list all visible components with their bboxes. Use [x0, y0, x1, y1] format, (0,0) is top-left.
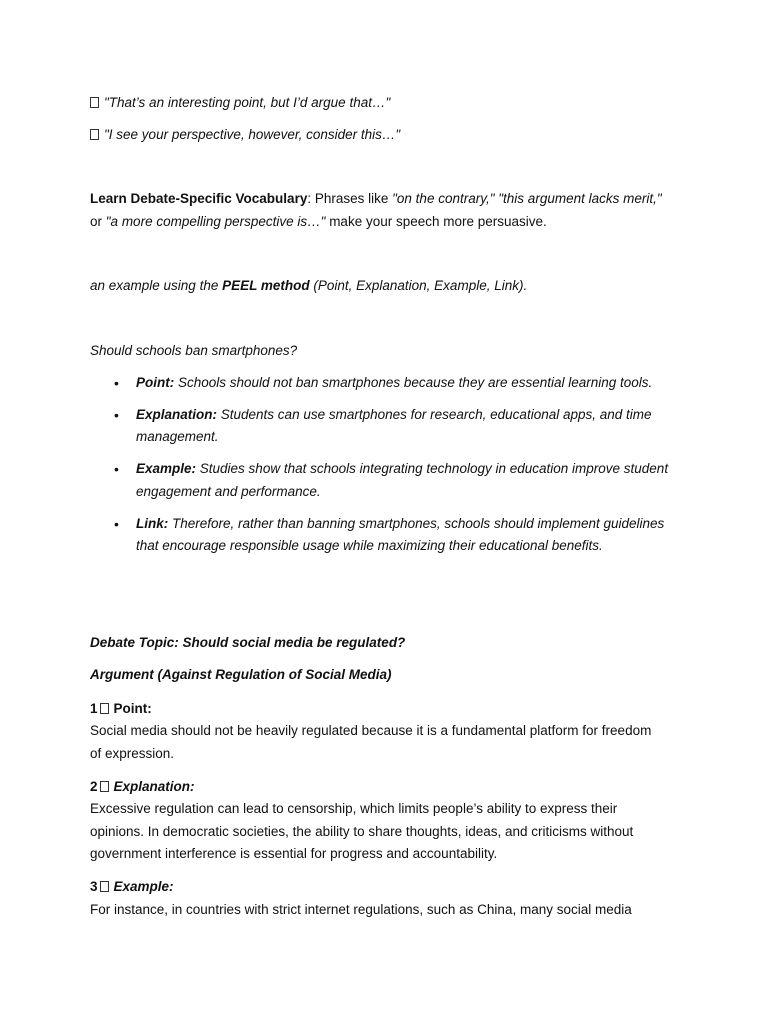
argument-heading: Argument (Against Regulation of Social Media)	[90, 667, 392, 682]
explanation-text-1: Excessive regulation can lead to censorship, which limits people’s ability to express their	[90, 801, 618, 816]
bullet-explanation: Explanation: Students can use smartphones for research, educational apps, and time	[136, 407, 652, 422]
bullet-link-cont: that encourage responsible usage while maximizing their educational benefits.	[136, 538, 603, 553]
point-text-1: Social media should not be heavily regulated because it is a fundamental platform for freedom	[90, 723, 652, 738]
explanation-text-2: opinions. In democratic societies, the ability to share thoughts, ideas, and criticisms without	[90, 824, 634, 839]
question: Should schools ban smartphones?	[90, 343, 298, 358]
bullet-dot: •	[114, 375, 119, 391]
bullet-dot: •	[114, 516, 119, 532]
explanation-heading: 2 Explanation:	[90, 779, 195, 794]
bullet-link: Link: Therefore, rather than banning smartphones, schools should implement guidelines	[136, 516, 665, 531]
vocab-paragraph-line-1: Learn Debate-Specific Vocabulary: Phrases like "on the contrary," "this argument lacks merit,"	[90, 191, 662, 206]
point-heading: 1 Point:	[90, 701, 152, 716]
vocab-heading: Learn Debate-Specific Vocabulary	[90, 191, 308, 206]
bullet-point: Point: Schools should not ban smartphones because they are essential learning tools.	[136, 375, 653, 390]
keycap-icon	[100, 881, 109, 892]
phrase-1: "That’s an interesting point, but I’d argue that…"	[90, 92, 390, 114]
bullet-explanation-cont: management.	[136, 429, 219, 444]
keycap-icon	[100, 703, 109, 714]
phrase-2: "I see your perspective, however, consider this…"	[90, 124, 400, 146]
debate-topic: Debate Topic: Should social media be regulated?	[90, 635, 406, 650]
point-text-2: of expression.	[90, 746, 175, 761]
example-heading: 3 Example:	[90, 879, 174, 894]
missing-glyph-icon	[90, 129, 99, 140]
example-text-1: For instance, in countries with strict internet regulations, such as China, many social media	[90, 902, 632, 917]
bullet-example-cont: engagement and performance.	[136, 484, 321, 499]
bullet-dot: •	[114, 461, 119, 477]
vocab-paragraph-line-2: or "a more compelling perspective is…" make your speech more persuasive.	[90, 214, 547, 229]
keycap-icon	[100, 781, 109, 792]
bullet-example: Example: Studies show that schools integrating technology in education improve student	[136, 461, 669, 476]
bullet-dot: •	[114, 407, 119, 423]
missing-glyph-icon	[90, 97, 99, 108]
peel-intro: an example using the PEEL method (Point, Explanation, Example, Link).	[90, 278, 528, 293]
explanation-text-3: government interference is essential for progress and accountability.	[90, 846, 498, 861]
